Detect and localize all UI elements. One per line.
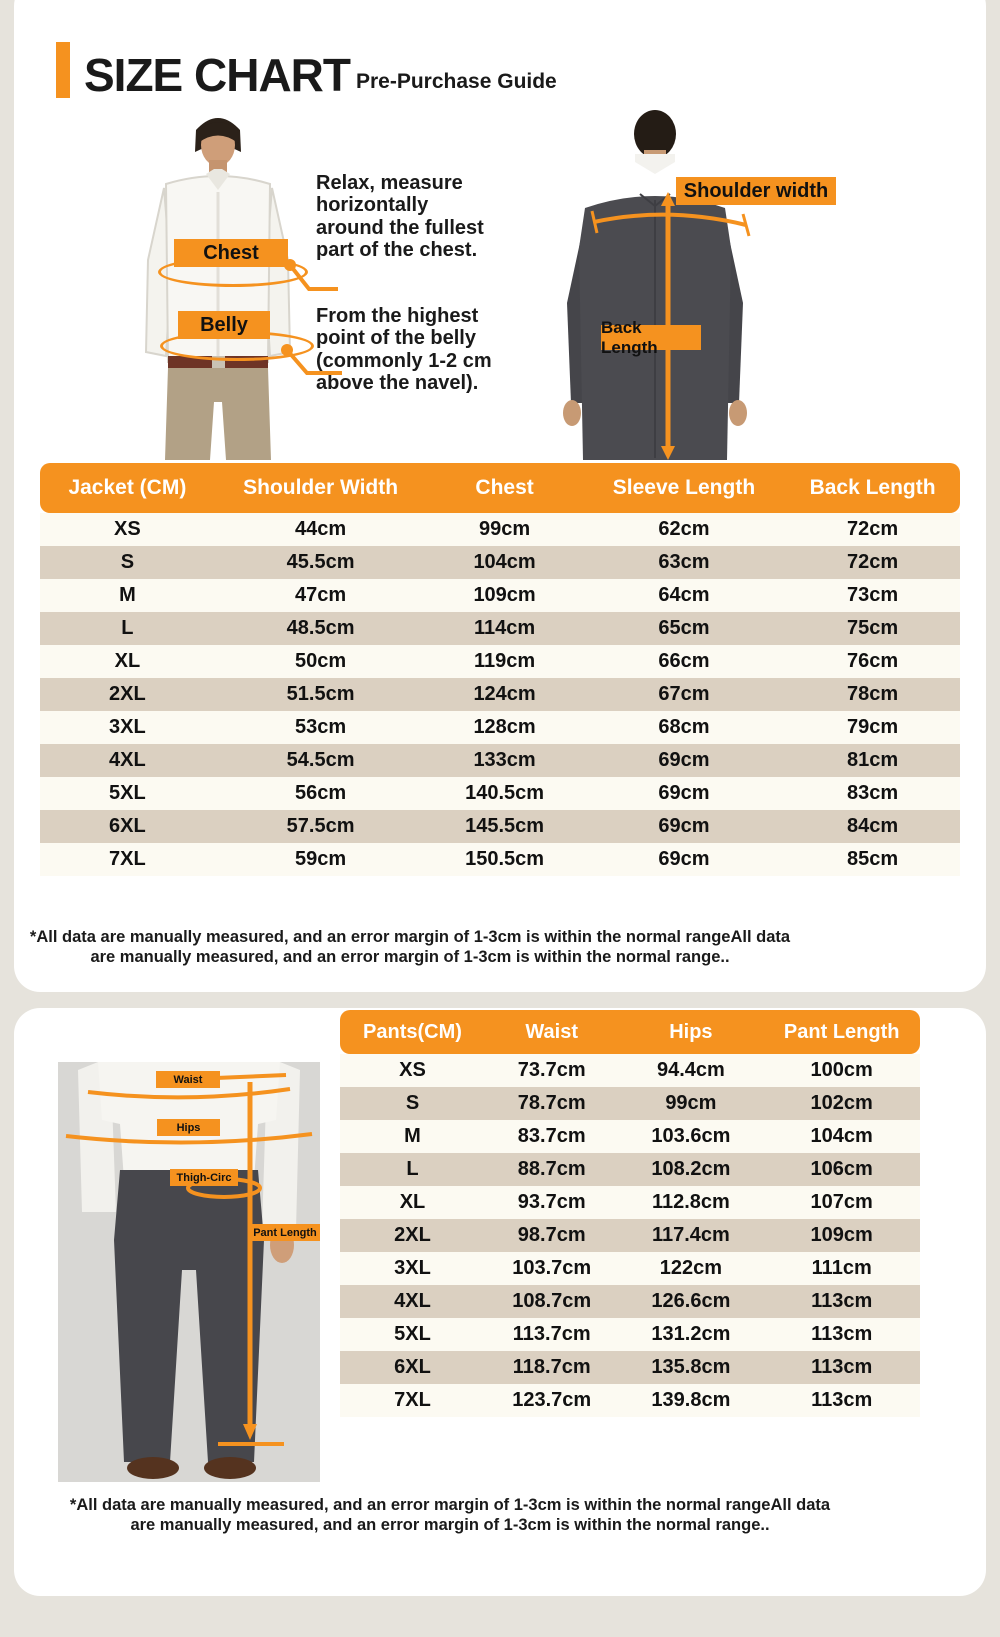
size-cell: XL xyxy=(114,650,141,672)
value-cell: 150.5cm xyxy=(465,848,545,870)
value-cell: 112.8cm xyxy=(651,1191,730,1213)
table-row xyxy=(340,1285,920,1318)
table-row xyxy=(40,843,960,876)
column-header: Hips xyxy=(618,1010,763,1054)
size-cell: XS xyxy=(114,518,141,540)
table-row xyxy=(340,1054,920,1087)
table-row xyxy=(340,1252,920,1285)
size-cell: 7XL xyxy=(109,848,146,870)
column-header: Chest xyxy=(426,463,582,513)
value-cell: 85cm xyxy=(847,848,899,870)
value-cell: 69cm xyxy=(658,749,710,771)
value-cell: 48.5cm xyxy=(286,617,355,639)
value-cell: 109cm xyxy=(810,1224,873,1246)
size-cell: 4XL xyxy=(109,749,146,771)
table-row xyxy=(40,546,960,579)
table-row xyxy=(40,513,960,546)
shoulder-width-label: Shoulder width xyxy=(676,177,836,205)
belly-measure-note: From the highest point of the belly (commonly 1-2 cm above the navel). xyxy=(316,305,492,395)
size-cell: 7XL xyxy=(394,1389,431,1411)
value-cell: 73cm xyxy=(847,584,899,606)
value-cell: 64cm xyxy=(658,584,710,606)
size-cell: XL xyxy=(399,1191,426,1213)
value-cell: 88.7cm xyxy=(517,1158,586,1180)
value-cell: 78.7cm xyxy=(517,1092,586,1114)
value-cell: 114cm xyxy=(474,617,536,639)
value-cell: 69cm xyxy=(658,815,710,837)
value-cell: 113cm xyxy=(811,1389,873,1411)
value-cell: 135.8cm xyxy=(651,1356,731,1378)
disclaimer-line: are manually measured, and an error margin of 1-3cm is within the normal range.. xyxy=(90,947,730,966)
pant-length-label: Pant Length xyxy=(250,1224,320,1241)
size-cell: 3XL xyxy=(109,716,146,738)
value-cell: 47cm xyxy=(295,584,347,606)
value-cell: 111cm xyxy=(811,1257,872,1279)
table-row xyxy=(340,1219,920,1252)
value-cell: 104cm xyxy=(473,551,536,573)
value-cell: 124cm xyxy=(473,683,536,705)
back-length-label: Back Length xyxy=(601,325,701,350)
hips-label: Hips xyxy=(157,1119,220,1136)
value-cell: 94.4cm xyxy=(656,1059,725,1081)
value-cell: 63cm xyxy=(658,551,710,573)
thigh-circ-label: Thigh-Circ xyxy=(170,1169,238,1186)
value-cell: 83cm xyxy=(847,782,899,804)
table-row xyxy=(340,1153,920,1186)
value-cell: 50cm xyxy=(295,650,347,672)
value-cell: 126.6cm xyxy=(651,1290,731,1312)
value-cell: 119cm xyxy=(474,650,536,672)
disclaimer-line: *All data are manually measured, and an error margin of 1-3cm is within the normal rangeAll data xyxy=(69,1496,831,1514)
table-row xyxy=(40,777,960,810)
value-cell: 104cm xyxy=(810,1125,873,1147)
value-cell: 78cm xyxy=(847,683,899,705)
column-header: Back Length xyxy=(785,463,960,513)
value-cell: 108.2cm xyxy=(651,1158,731,1180)
value-cell: 122cm xyxy=(659,1257,723,1279)
value-cell: 73.7cm xyxy=(517,1059,586,1081)
table-row xyxy=(340,1087,920,1120)
table-row xyxy=(40,579,960,612)
value-cell: 123.7cm xyxy=(512,1389,592,1411)
pants-size-table xyxy=(340,1010,920,1417)
size-cell: L xyxy=(406,1158,419,1180)
value-cell: 81cm xyxy=(847,749,899,771)
pants-table-header xyxy=(340,1010,920,1054)
value-cell: 84cm xyxy=(847,815,899,837)
size-cell: 6XL xyxy=(109,815,146,837)
table-row xyxy=(340,1318,920,1351)
belly-label: Belly xyxy=(178,311,270,339)
value-cell: 107cm xyxy=(810,1191,873,1213)
value-cell: 72cm xyxy=(847,551,899,573)
value-cell: 51.5cm xyxy=(286,683,355,705)
size-cell: 2XL xyxy=(394,1224,431,1246)
size-cell: M xyxy=(404,1125,421,1147)
size-cell: 4XL xyxy=(394,1290,431,1312)
column-header: Waist xyxy=(485,1010,618,1054)
value-cell: 98.7cm xyxy=(517,1224,586,1246)
jacket-header-row xyxy=(40,463,960,513)
chest-measure-note: Relax, measure horizontally around the fullest part of the chest. xyxy=(316,172,484,262)
table-row xyxy=(340,1384,920,1417)
size-cell: 5XL xyxy=(109,782,146,804)
value-cell: 128cm xyxy=(473,716,536,738)
value-cell: 106cm xyxy=(810,1158,873,1180)
value-cell: 139.8cm xyxy=(651,1389,731,1411)
value-cell: 109cm xyxy=(473,584,536,606)
value-cell: 72cm xyxy=(847,518,899,540)
value-cell: 68cm xyxy=(658,716,710,738)
pants-header-row xyxy=(340,1010,920,1054)
size-cell: L xyxy=(121,617,134,639)
table-row xyxy=(40,744,960,777)
waist-label: Waist xyxy=(156,1071,220,1088)
table-row xyxy=(40,678,960,711)
value-cell: 140.5cm xyxy=(465,782,545,804)
value-cell: 45.5cm xyxy=(286,551,355,573)
column-header: Pant Length xyxy=(763,1010,920,1054)
value-cell: 56cm xyxy=(295,782,347,804)
column-header: Jacket (CM) xyxy=(40,463,215,513)
pants-table-body xyxy=(340,1054,920,1417)
size-cell: XS xyxy=(399,1059,426,1081)
value-cell: 75cm xyxy=(847,617,899,639)
value-cell: 53cm xyxy=(295,716,347,738)
value-cell: 117.4cm xyxy=(651,1224,730,1246)
value-cell: 100cm xyxy=(810,1059,873,1081)
value-cell: 131.2cm xyxy=(651,1323,731,1345)
jacket-table-header xyxy=(40,463,960,513)
size-cell: 2XL xyxy=(109,683,146,705)
size-cell: 5XL xyxy=(394,1323,431,1345)
table-row xyxy=(340,1120,920,1153)
table-row xyxy=(40,711,960,744)
column-header: Shoulder Width xyxy=(215,463,427,513)
column-header: Sleeve Length xyxy=(583,463,785,513)
value-cell: 113cm xyxy=(811,1323,873,1345)
jacket-size-table xyxy=(40,463,960,876)
value-cell: 79cm xyxy=(847,716,899,738)
value-cell: 103.6cm xyxy=(651,1125,731,1147)
value-cell: 145.5cm xyxy=(465,815,545,837)
value-cell: 108.7cm xyxy=(512,1290,592,1312)
value-cell: 54.5cm xyxy=(286,749,355,771)
size-cell: 6XL xyxy=(394,1356,431,1378)
size-cell: 3XL xyxy=(394,1257,431,1279)
value-cell: 113cm xyxy=(811,1356,873,1378)
value-cell: 103.7cm xyxy=(512,1257,592,1279)
value-cell: 65cm xyxy=(658,617,710,639)
table-row xyxy=(40,645,960,678)
back-model-photo xyxy=(545,98,765,460)
value-cell: 62cm xyxy=(658,518,710,540)
value-cell: 118.7cm xyxy=(512,1356,591,1378)
value-cell: 69cm xyxy=(658,848,710,870)
disclaimer-line: are manually measured, and an error margin of 1-3cm is within the normal range.. xyxy=(130,1515,770,1534)
value-cell: 102cm xyxy=(810,1092,873,1114)
value-cell: 93.7cm xyxy=(517,1191,586,1213)
value-cell: 113.7cm xyxy=(512,1323,591,1345)
size-cell: S xyxy=(405,1092,420,1114)
value-cell: 67cm xyxy=(658,683,710,705)
value-cell: 99cm xyxy=(479,518,531,540)
table-row xyxy=(40,810,960,843)
page-title: SIZE CHART xyxy=(84,49,350,101)
value-cell: 59cm xyxy=(295,848,347,870)
value-cell: 66cm xyxy=(658,650,710,672)
chest-label: Chest xyxy=(174,239,288,267)
table-row xyxy=(340,1186,920,1219)
value-cell: 76cm xyxy=(847,650,899,672)
pants-disclaimer xyxy=(45,1496,855,1536)
disclaimer-line: *All data are manually measured, and an error margin of 1-3cm is within the normal rangeAll data xyxy=(29,928,791,946)
page-subtitle: Pre-Purchase Guide xyxy=(356,70,557,93)
table-row xyxy=(40,612,960,645)
title-accent-bar xyxy=(56,42,70,98)
jacket-table-body xyxy=(40,513,960,876)
value-cell: 99cm xyxy=(665,1092,717,1114)
size-cell: M xyxy=(119,584,136,606)
column-header: Pants(CM) xyxy=(340,1010,485,1054)
size-cell: S xyxy=(120,551,135,573)
jacket-disclaimer xyxy=(5,928,815,968)
value-cell: 133cm xyxy=(473,749,536,771)
value-cell: 69cm xyxy=(658,782,710,804)
page-header xyxy=(56,42,557,101)
table-row xyxy=(340,1351,920,1384)
value-cell: 83.7cm xyxy=(517,1125,586,1147)
value-cell: 113cm xyxy=(811,1290,873,1312)
value-cell: 57.5cm xyxy=(286,815,355,837)
value-cell: 44cm xyxy=(295,518,347,540)
